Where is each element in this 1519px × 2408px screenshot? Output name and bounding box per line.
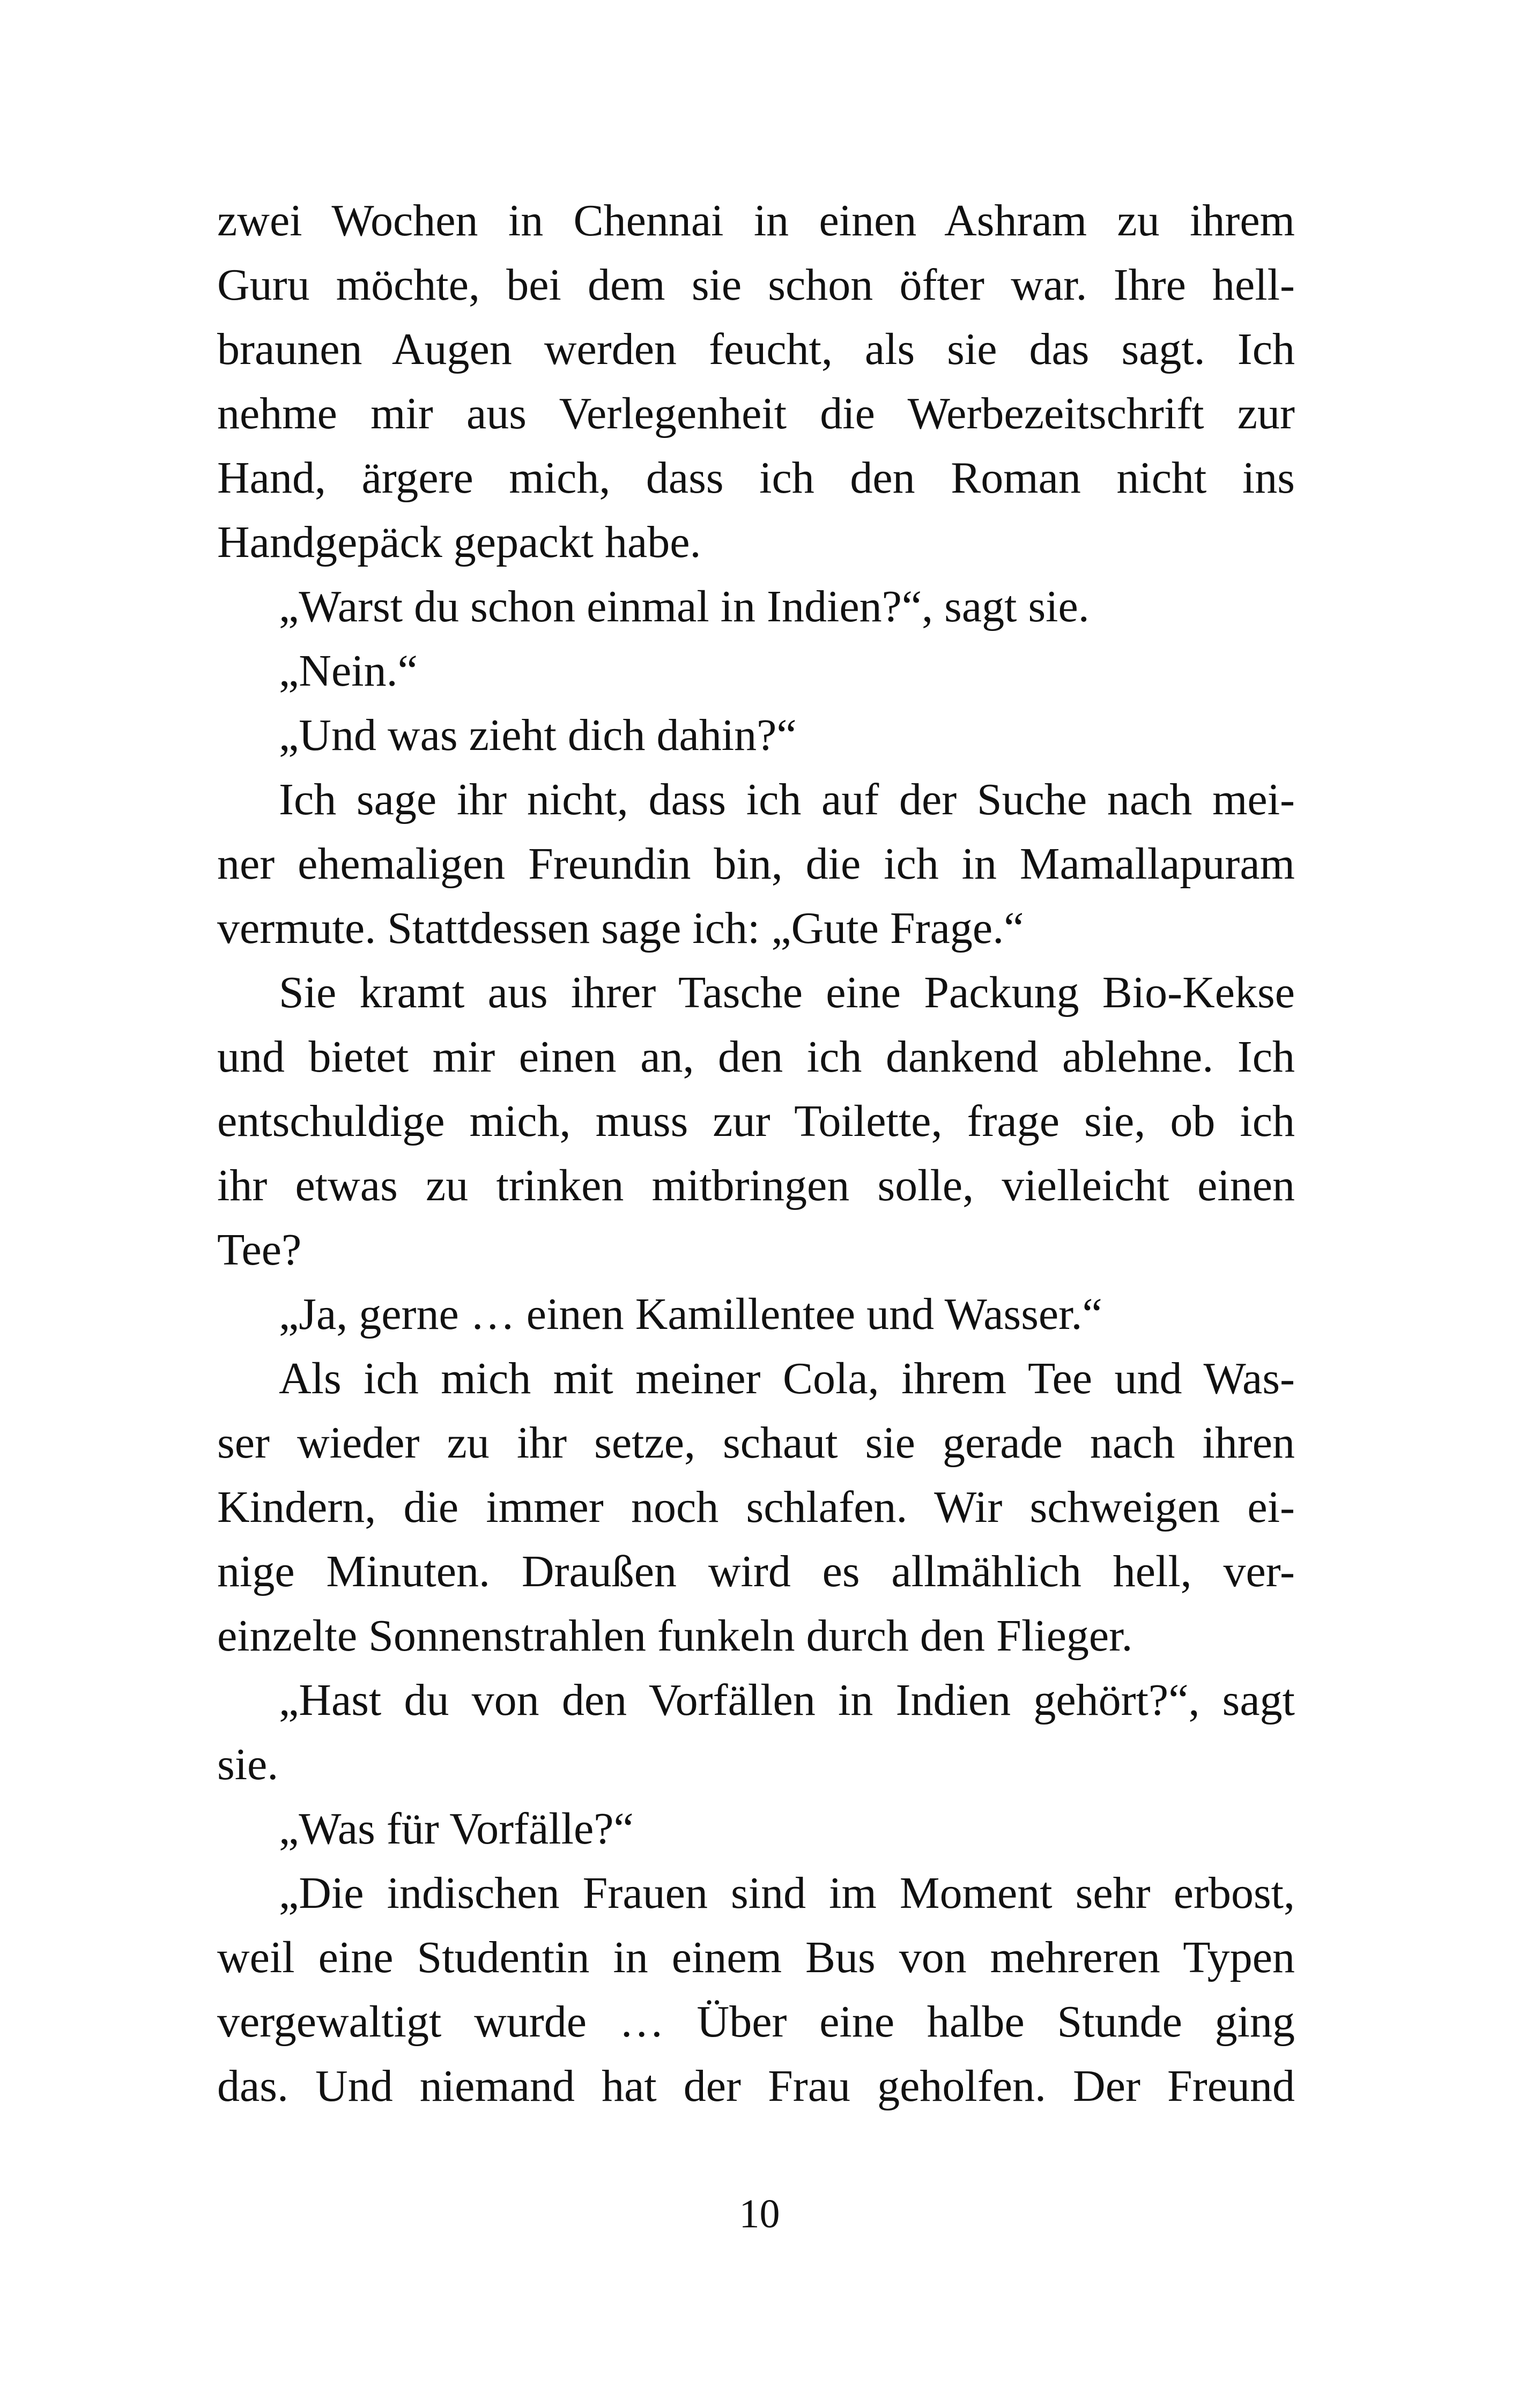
- text-line: zwei Wochen in Chennai in einen Ashram zu ihrem: [217, 196, 1295, 246]
- text-line: nehme mir aus Verlegenheit die Werbezeitschrift zur: [217, 389, 1295, 439]
- text-line: Sie kramt aus ihrer Tasche eine Packung Bio-Kekse: [279, 968, 1295, 1017]
- text-line: „Was für Vorfälle?“: [279, 1804, 634, 1854]
- text-line: „Die indischen Frauen sind im Moment sehr erbost,: [279, 1868, 1295, 1918]
- text-line: „Ja, gerne … einen Kamillentee und Wasser.“: [279, 1289, 1102, 1339]
- text-line: ner ehemaligen Freundin bin, die ich in Mamallapuram: [217, 839, 1295, 889]
- text-line: „Und was zieht dich dahin?“: [279, 710, 797, 760]
- body-text: [217, 189, 1295, 2119]
- text-line: Hand, ärgere mich, dass ich den Roman nicht ins: [217, 453, 1295, 503]
- text-line: vermute. Stattdessen sage ich: „Gute Frage.“: [217, 903, 1024, 953]
- text-line: Als ich mich mit meiner Cola, ihrem Tee und Was-: [279, 1354, 1295, 1403]
- text-line: ihr etwas zu trinken mitbringen solle, vielleicht einen: [217, 1161, 1295, 1210]
- text-line: Guru möchte, bei dem sie schon öfter war. Ihre hell-: [217, 260, 1295, 310]
- text-line: und bietet mir einen an, den ich dankend ablehne. Ich: [217, 1032, 1295, 1082]
- text-line: „Hast du von den Vorfällen in Indien gehört?“, sagt: [279, 1675, 1295, 1725]
- text-line: Ich sage ihr nicht, dass ich auf der Suche nach mei-: [279, 775, 1295, 824]
- text-line: braunen Augen werden feucht, als sie das sagt. Ich: [217, 324, 1295, 374]
- text-line: einzelte Sonnenstrahlen funkeln durch den Flieger.: [217, 1611, 1133, 1661]
- text-line: das. Und niemand hat der Frau geholfen. Der Freund: [217, 2061, 1295, 2111]
- text-line: „Nein.“: [279, 646, 418, 696]
- text-line: weil eine Studentin in einem Bus von mehreren Typen: [217, 1933, 1295, 1982]
- text-line: entschuldige mich, muss zur Toilette, frage sie, ob ich: [217, 1096, 1295, 1146]
- text-line: Handgepäck gepackt habe.: [217, 517, 701, 567]
- text-line: ser wieder zu ihr setze, schaut sie gerade nach ihren: [217, 1418, 1295, 1468]
- text-line: nige Minuten. Draußen wird es allmählich hell, ver-: [217, 1547, 1295, 1596]
- text-line: sie.: [217, 1740, 279, 1789]
- text-line: Tee?: [217, 1225, 302, 1275]
- page-number: 10: [739, 2191, 780, 2236]
- text-line: „Warst du schon einmal in Indien?“, sagt sie.: [279, 582, 1090, 631]
- text-line: vergewaltigt wurde … Über eine halbe Stunde ging: [217, 1997, 1295, 2047]
- text-line: Kindern, die immer noch schlafen. Wir schweigen ei-: [217, 1482, 1295, 1532]
